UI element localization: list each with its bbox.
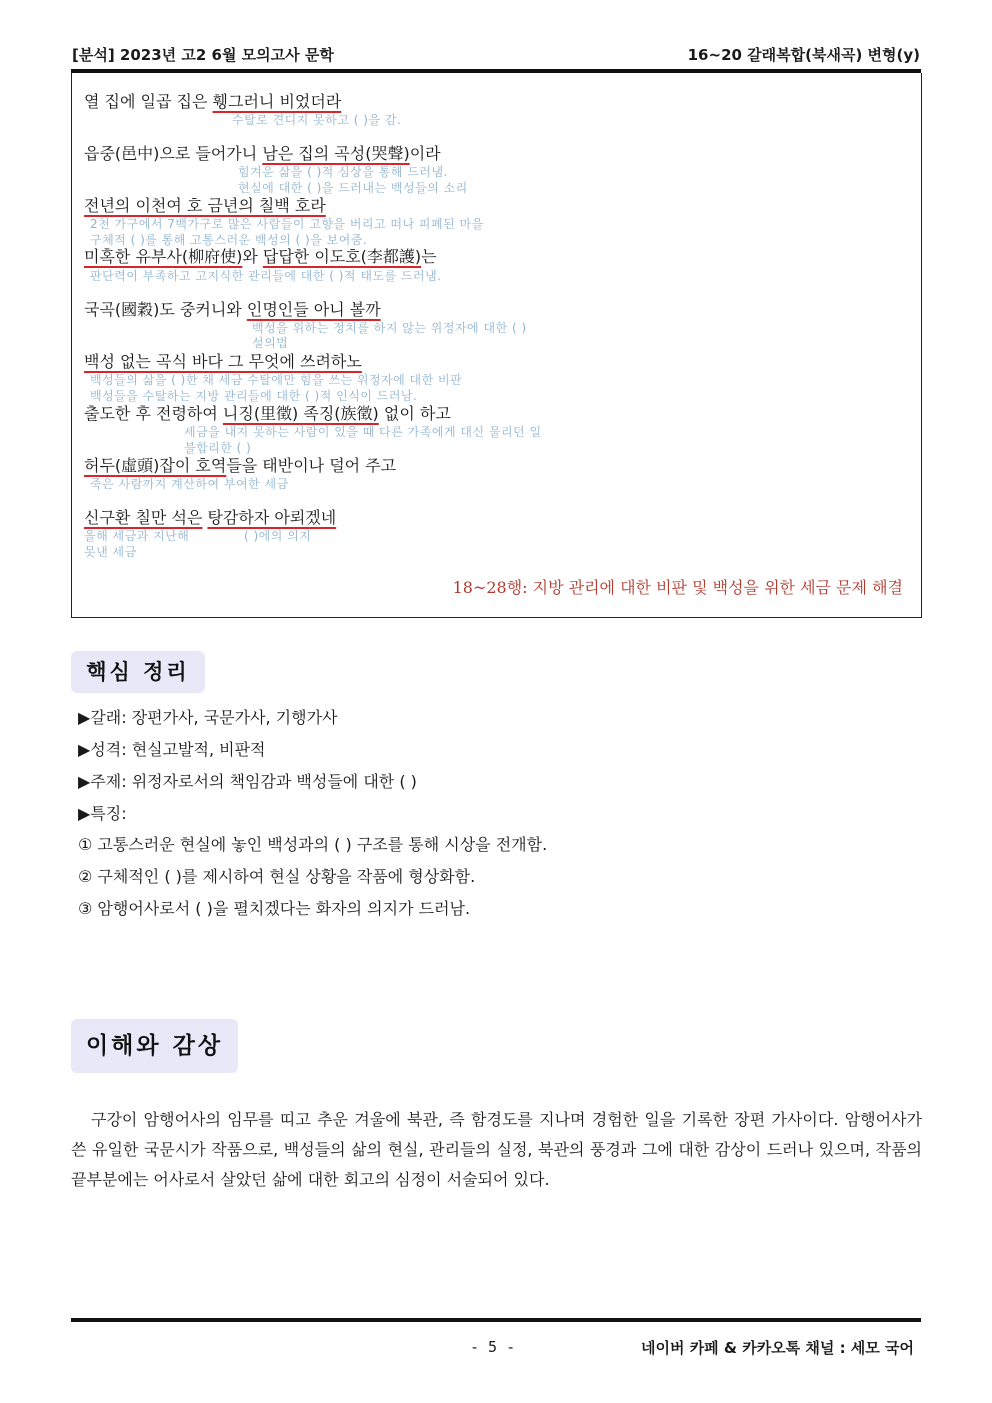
key-point-feature-2: ② 구체적인 ( )를 제시하여 현실 상황을 작품에 형상화함.	[78, 867, 476, 886]
appreciation-heading: 이해와 감상	[71, 1019, 238, 1073]
poem-note-6a: 백성들의 삶을 ( )한 채 세금 수탈에만 힘을 쓰는 위정자에 대한 비판	[90, 373, 463, 387]
poem-summary: 18~28행: 지방 관리에 대한 비판 및 백성을 위한 세금 문제 해결	[452, 578, 903, 597]
key-point-genre: ▶갈래: 장편가사, 국문가사, 기행가사	[78, 708, 338, 727]
poem-box	[71, 73, 922, 618]
poem-note-3a: 2천 가구에서 7백가구로 많은 사람들이 고향을 버리고 떠나 피폐된 마을	[90, 217, 484, 231]
key-point-features: ▶특징:	[78, 804, 127, 823]
poem-line-1: 열 집에 일곱 집은 휑그러니 비었더라	[84, 92, 342, 111]
poem-note-8: 죽은 사람까지 계산하여 부여한 세금	[90, 477, 289, 491]
poem-note-6b: 백성들을 수탈하는 지방 관리들에 대한 ( )적 인식이 드러남.	[90, 389, 418, 403]
key-point-theme: ▶주제: 위정자로서의 책임감과 백성들에 대한 ( )	[78, 772, 417, 791]
key-points-heading: 핵심 정리	[71, 651, 205, 693]
poem-note-9a: 올해 세금과 지난해	[84, 529, 190, 543]
header-subtitle: 16~20 갈래복합(북새곡) 변형(y)	[687, 46, 920, 64]
appreciation-paragraph: 구강이 암행어사의 임무를 띠고 추운 겨울에 북관, 즉 함경도를 지나며 경험한 일을 기록한 장편 가사이다. 암행어사가 쓴 유일한 국문시가 작품으로, 백성들의 삶의 현실, 관리들의 실정, 북관의 풍경과 그에 대한 감상이 드러나 있으며, 작품의 끝부분에는 어사로서 살았던 삶에 대한 회고의 심정이 서술되어 있다.	[71, 1110, 922, 1189]
poem-note-1: 수탈로 견디지 못하고 ( )을 감.	[232, 113, 402, 127]
poem-line-5: 국곡(國穀)도 중커니와 인명인들 아니 볼까	[84, 300, 381, 319]
poem-note-9c: 못낸 세금	[84, 545, 137, 559]
page-number: - 5 -	[470, 1338, 516, 1356]
poem-note-9b: ( )에의 의지	[244, 529, 312, 543]
poem-line-6: 백성 없는 곡식 바다 그 무엇에 쓰려하노	[84, 352, 362, 371]
poem-note-7a: 세금을 내지 못하는 사람이 있을 때 다른 가족에게 대신 물리던 일	[184, 425, 542, 439]
poem-line-2: 읍중(邑中)으로 들어가니 남은 집의 곡성(哭聲)이라	[84, 144, 441, 163]
footer-divider	[71, 1318, 921, 1322]
poem-line-8: 허두(虛頭)잡이 호역들을 태반이나 덜어 주고	[84, 456, 397, 475]
poem-note-5b: 설의법	[252, 336, 289, 350]
poem-line-7: 출도한 후 전령하여 니징(里徵) 족징(族徵) 없이 하고	[84, 404, 451, 423]
footer-credit: 네이버 카페 & 카카오톡 채널 : 세모 국어	[641, 1339, 914, 1357]
poem-note-3b: 구체적 ( )를 통해 고통스러운 백성의 ( )을 보여줌.	[90, 233, 368, 247]
poem-line-9: 신구환 칠만 석은 탕감하자 아뢰겠네	[84, 508, 337, 527]
key-point-character: ▶성격: 현실고발적, 비판적	[78, 740, 266, 759]
key-point-feature-1: ① 고통스러운 현실에 놓인 백성과의 ( ) 구조를 통해 시상을 전개함.	[78, 835, 548, 854]
header-title: [분석] 2023년 고2 6월 모의고사 문학	[72, 46, 334, 64]
poem-note-2b: 현실에 대한 ( )을 드러내는 백성들의 소리	[238, 181, 468, 195]
poem-note-5a: 백성을 위하는 정치를 하지 않는 위정자에 대한 ( )	[252, 321, 527, 335]
poem-note-7b: 불합리한 ( )	[184, 441, 252, 455]
poem-line-4: 미혹한 유부사(柳府使)와 답답한 이도호(李都護)는	[84, 247, 437, 266]
key-point-feature-3: ③ 암행어사로서 ( )을 펼치겠다는 화자의 의지가 드러남.	[78, 899, 471, 918]
poem-line-3: 전년의 이천여 호 금년의 칠백 호라	[84, 196, 326, 215]
poem-note-2a: 힘겨운 삶을 ( )적 심상을 통해 드러냄.	[238, 165, 448, 179]
poem-note-4: 판단력이 부족하고 고지식한 관리들에 대한 ( )적 태도를 드러냄.	[90, 269, 442, 283]
